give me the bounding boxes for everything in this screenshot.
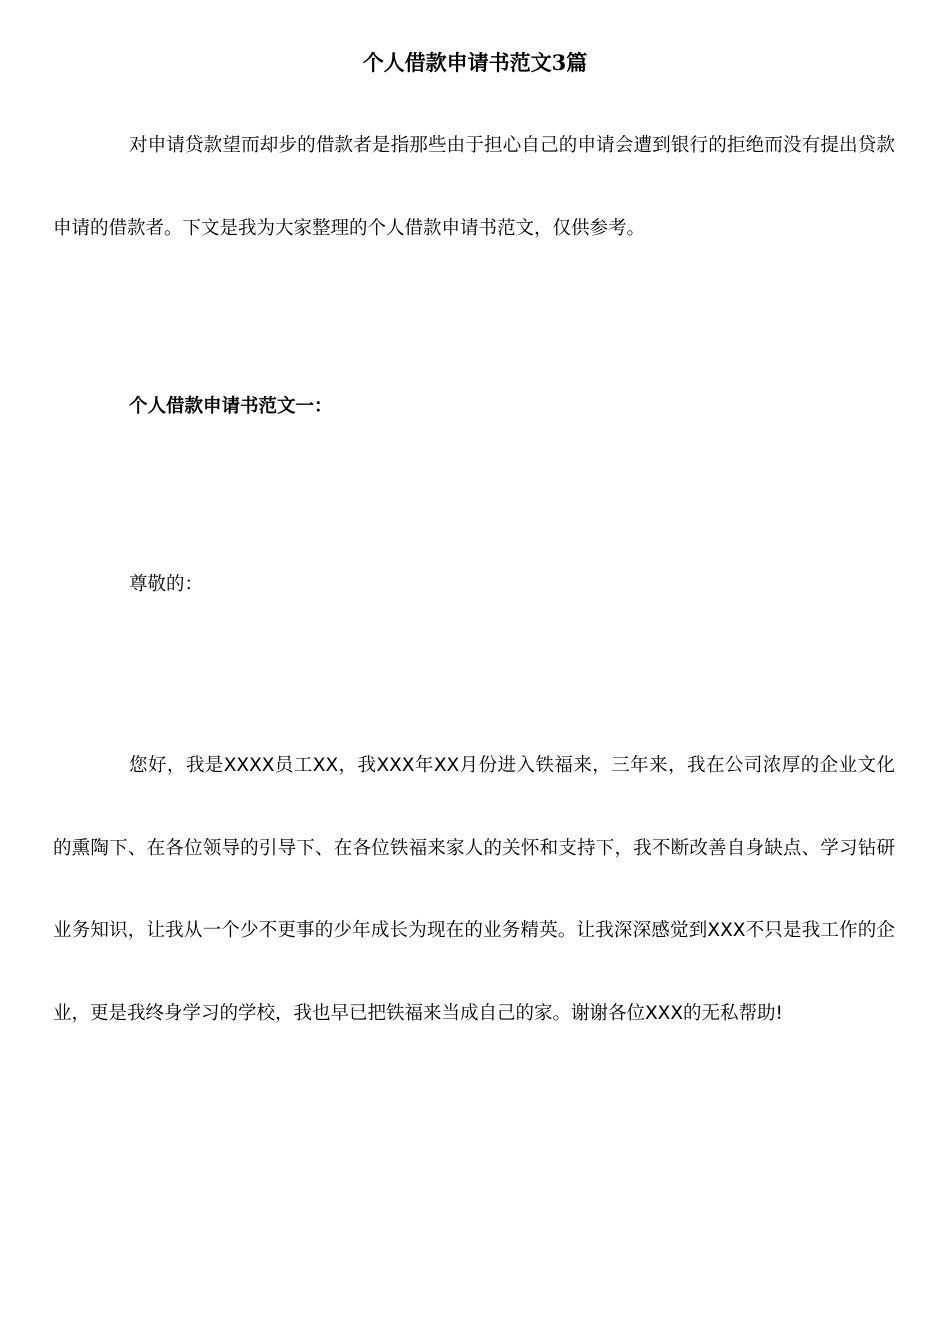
intro-paragraph: 对申请贷款望而却步的借款者是指那些由于担心自己的申请会遭到银行的拒绝而没有提出贷款申请的借款者。下文是我为大家整理的个人借款申请书范文，仅供参考。 [53, 135, 895, 239]
body-paragraph: 您好，我是XXXX员工XX，我XXX年XX月份进入铁福来，三年来，我在公司浓厚的企业文化的熏陶下、在各位领导的引导下、在各位铁福来家人的关怀和支持下，我不断改善自身缺点、学习钻研业务知识，让我从一个少不更事的少年成长为现在的业务精英。让我深深感觉到XXX不只是我工作的企业，更是我终身学习的学校，我也早已把铁福来当成自己的家。谢谢各位XXX的无私帮助! [53, 755, 895, 1024]
section-heading: 个人借款申请书范文一： [129, 396, 333, 417]
salutation: 尊敬的： [129, 574, 204, 595]
document-title: 个人借款申请书范文3篇 [362, 50, 588, 75]
